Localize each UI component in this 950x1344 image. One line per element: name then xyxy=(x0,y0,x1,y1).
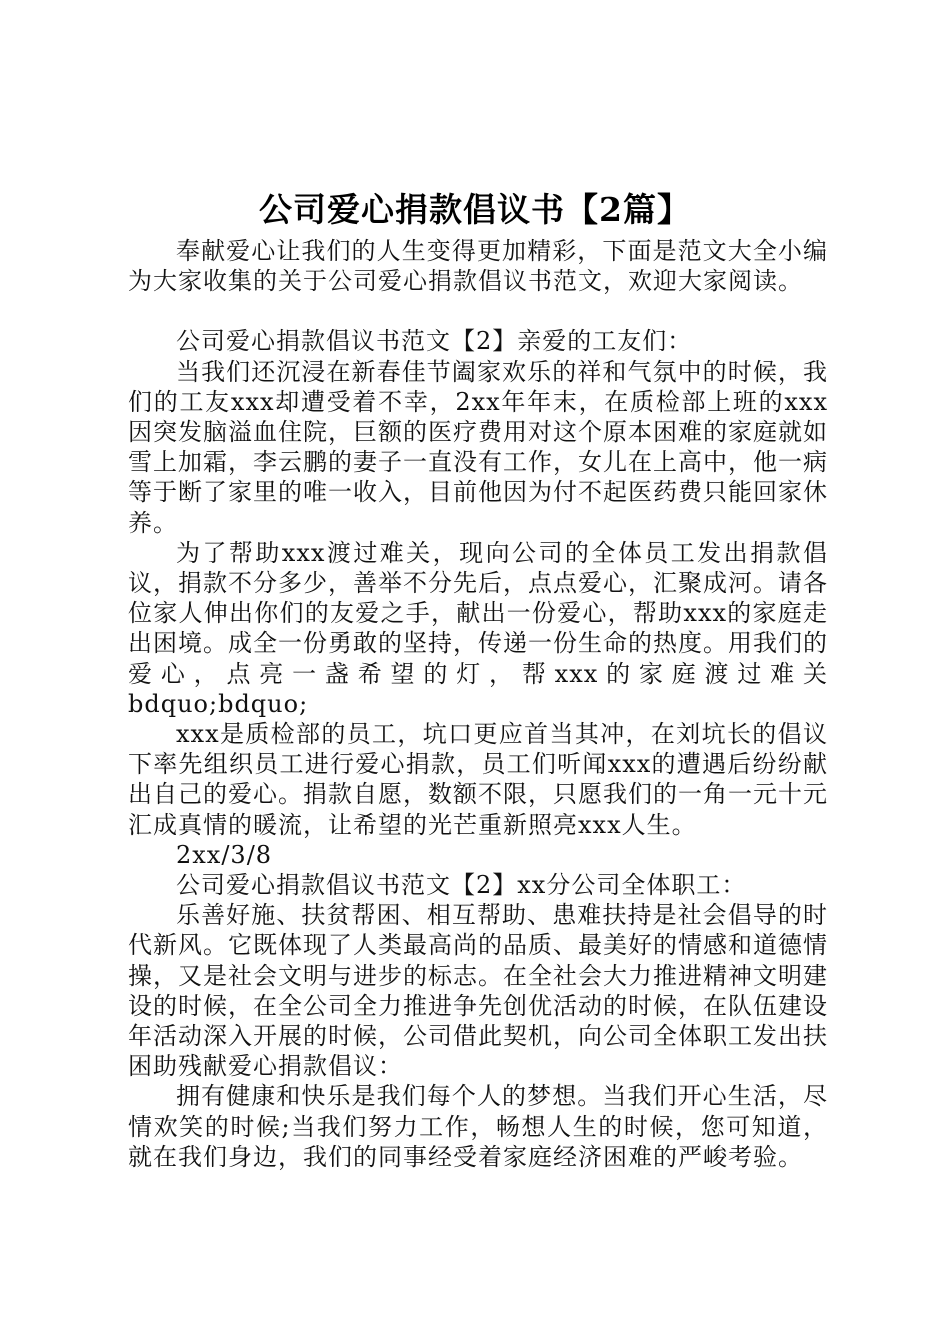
paragraph-spacer xyxy=(128,296,828,326)
letter2-heading: 公司爱心捐款倡议书范文【2】xx分公司全体职工： xyxy=(176,871,747,900)
letter1-paragraph-3: xxx是质检部的员工，坑口更应首当其冲，在刘坑长的倡议下率先组织员工进行爱心捐款，员工们听闻xxx的遭遇后纷纷献出自己的爱心。捐款自愿，数额不限，只愿我们的一角一元十元汇成真情的暖流，让希望的光芒重新照亮xxx人生。 xyxy=(128,720,828,839)
letter1-paragraph-2: 为了帮助xxx渡过难关，现向公司的全体员工发出捐款倡议，捐款不分多少，善举不分先后，点点爱心，汇聚成河。请各位家人伸出你们的友爱之手，献出一份爱心，帮助xxx的家庭走出困境。成全一份勇敢的坚持，传递一份生命的热度。用我们的爱心，点亮一盏希望的灯，帮xxx的家庭渡过难关bdquo;bdquo; xyxy=(128,538,828,718)
letter1-paragraph-1: 当我们还沉浸在新春佳节阖家欢乐的祥和气氛中的时候，我们的工友xxx却遭受着不幸，2xx年年末，在质检部上班的xxx因突发脑溢血住院，巨额的医疗费用对这个原本困难的家庭就如雪上加霜，李云鹏的妻子一直没有工作，女儿在上高中，他一病等于断了家里的唯一收入，目前他因为付不起医药费只能回家休养。 xyxy=(128,357,828,537)
document-body xyxy=(128,236,828,1172)
letter1-heading: 公司爱心捐款倡议书范文【2】亲爱的工友们： xyxy=(176,327,693,356)
letter2-paragraph-2: 拥有健康和快乐是我们每个人的梦想。当我们开心生活，尽情欢笑的时候;当我们努力工作，畅想人生的时候，您可知道，就在我们身边，我们的同事经受着家庭经济困难的严峻考验。 xyxy=(128,1082,828,1171)
document-title: 公司爱心捐款倡议书【2篇】 xyxy=(259,190,691,229)
intro-paragraph: 奉献爱心让我们的人生变得更加精彩，下面是范文大全小编为大家收集的关于公司爱心捐款倡议书范文，欢迎大家阅读。 xyxy=(128,237,828,296)
letter1-date: 2xx/3/8 xyxy=(176,840,273,869)
letter2-paragraph-1: 乐善好施、扶贫帮困、相互帮助、患难扶持是社会倡导的时代新风。它既体现了人类最高尚的品质、最美好的情感和道德情操，又是社会文明与进步的标志。在全社会大力推进精神文明建设的时候，在全公司全力推进争先创优活动的时候，在队伍建设年活动深入开展的时候，公司借此契机，向公司全体职工发出扶困助残献爱心捐款倡议： xyxy=(128,901,828,1081)
